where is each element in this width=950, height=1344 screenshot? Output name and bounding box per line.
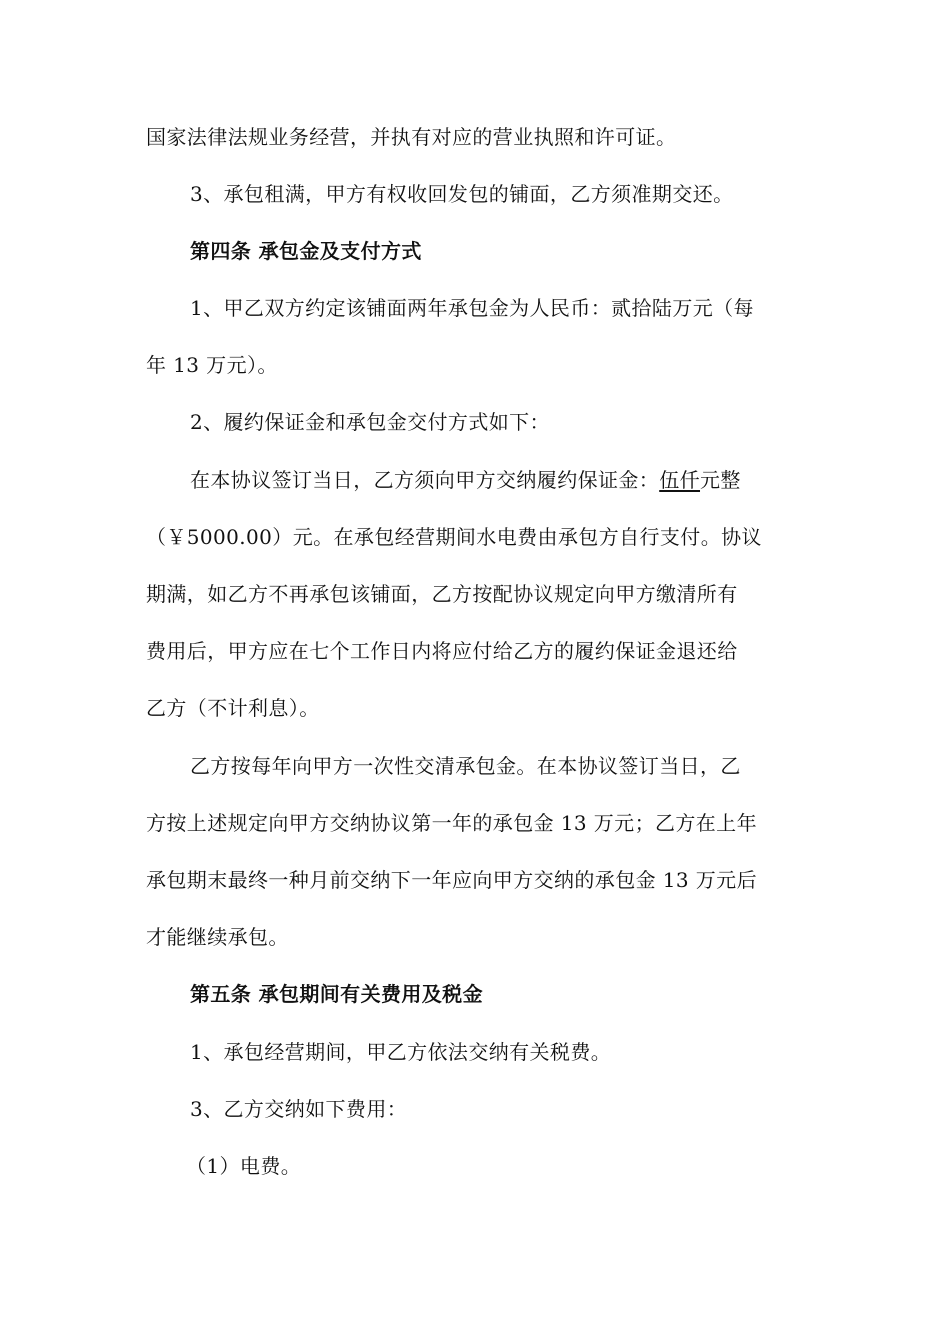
body-text: 元整 xyxy=(700,468,741,492)
article-heading: 第五条 承包期间有关费用及税金 xyxy=(190,982,483,1006)
body-line xyxy=(190,466,741,494)
body-line: 方按上述规定向甲方交纳协议第一年的承包金 13 万元；乙方在上年 xyxy=(146,811,757,835)
deposit-amount-words: 伍仟 xyxy=(659,468,701,492)
clause-item: 1、甲乙双方约定该铺面两年承包金为人民币：贰拾陆万元（每 xyxy=(190,296,754,320)
body-line: 乙方按每年向甲方一次性交清承包金。在本协议签订当日，乙 xyxy=(190,754,741,778)
article-heading: 第四条 承包金及支付方式 xyxy=(190,239,422,263)
body-line: 国家法律法规业务经营，并执有对应的营业执照和许可证。 xyxy=(146,125,677,149)
clause-item: 3、乙方交纳如下费用： xyxy=(190,1097,408,1121)
body-line: 期满，如乙方不再承包该铺面，乙方按配协议规定向甲方缴清所有 xyxy=(146,582,738,606)
clause-item: 1、承包经营期间，甲乙方依法交纳有关税费。 xyxy=(190,1040,612,1064)
body-line: 费用后，甲方应在七个工作日内将应付给乙方的履约保证金退还给 xyxy=(146,639,738,663)
clause-item: 3、承包租满，甲方有权收回发包的铺面，乙方须准期交还。 xyxy=(190,182,734,206)
body-line: 年 13 万元）。 xyxy=(146,353,278,377)
clause-item: 2、履约保证金和承包金交付方式如下： xyxy=(190,410,550,434)
body-line: 才能继续承包。 xyxy=(146,925,289,949)
clause-subitem: （1）电费。 xyxy=(186,1154,302,1178)
body-line: 乙方（不计利息）。 xyxy=(146,696,320,720)
body-line: （￥5000.00）元。在承包经营期间水电费由承包方自行支付。协议 xyxy=(146,525,762,549)
body-text: 在本协议签订当日，乙方须向甲方交纳履约保证金： xyxy=(190,468,660,492)
body-line: 承包期末最终一种月前交纳下一年应向甲方交纳的承包金 13 万元后 xyxy=(146,868,757,892)
